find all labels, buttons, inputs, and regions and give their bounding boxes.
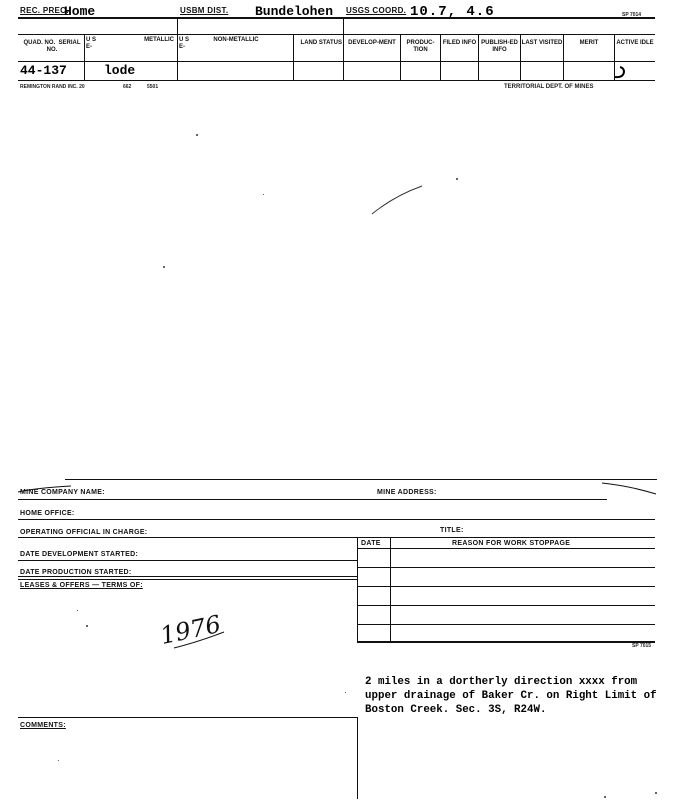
leases-offers-label: LEASES & OFFERS — TERMS OF: (20, 582, 143, 589)
speck (86, 625, 88, 627)
operating-official-label: OPERATING OFFICIAL IN CHARGE: (20, 529, 148, 536)
stoppage-row-rule (357, 605, 655, 606)
lower-top-rule (65, 479, 657, 480)
handwritten-year: 1976 (157, 609, 224, 651)
comments-rule (18, 717, 357, 718)
date-production-label: DATE PRODUCTION STARTED: (20, 569, 132, 576)
land-status-header: LAND STATUS (300, 40, 342, 46)
development-header: DEVELOP-MENT (348, 40, 396, 46)
stoppage-header-rule (357, 548, 655, 549)
use-letters-nonmetallic: U S E- (179, 37, 190, 50)
speck (58, 760, 59, 761)
column-header-rule (18, 34, 655, 35)
form-number: SP 7014 (622, 12, 642, 18)
title-label: TITLE: (440, 527, 464, 534)
record-bottom-rule (18, 80, 655, 81)
col-sep (84, 34, 85, 80)
serial-no-header: SERIAL NO. (46, 40, 81, 53)
location-note: 2 miles in a dortherly direction xxxx from upper drainage of Baker Cr. on Right Limit of Boston Creek. Sec. 3S, R24W. (365, 676, 657, 716)
comments-label: COMMENTS: (20, 722, 66, 729)
company-rule (18, 499, 607, 500)
form-number-2: SP 7015 (632, 643, 652, 649)
speck (77, 610, 78, 611)
date-prod-rule (18, 576, 357, 577)
speck (345, 692, 346, 693)
printer-imprint: REMINGTON RAND INC. 20 (20, 84, 85, 90)
last-visited-header: LAST VISITED (521, 40, 563, 46)
stoppage-row-rule (357, 586, 655, 587)
speck (163, 266, 165, 268)
rec-prec-value: Home (64, 4, 96, 19)
active-idle-check-mark (612, 64, 630, 80)
record-row-rule (18, 61, 655, 62)
header-rule (18, 17, 655, 19)
speck (456, 178, 458, 180)
quad-serial-header (20, 40, 84, 54)
published-info-header: PUBLISH-ED INFO (481, 40, 518, 53)
comments-right-border (357, 717, 358, 799)
merit-header: MERIT (579, 40, 599, 46)
stoppage-reason-header: REASON FOR WORK STOPPAGE (452, 540, 571, 547)
metallic-header: METALLIC (144, 37, 174, 43)
mine-company-label: MINE COMPANY NAME: (20, 489, 105, 496)
home-office-label: HOME OFFICE: (20, 510, 75, 517)
quad-no-header: QUAD. NO. (23, 40, 56, 46)
speck (263, 194, 264, 195)
department-imprint: TERRITORIAL DEPT. OF MINES (504, 84, 594, 90)
quad-serial-value: 44-137 (20, 63, 67, 78)
filed-info-header: FILED INFO (442, 40, 477, 46)
col-sep (343, 17, 344, 80)
usbm-dist-value: Bundelohen (255, 4, 334, 19)
usgs-coord-value: 10.7, 4.6 (410, 4, 495, 20)
home-office-rule (18, 519, 655, 520)
non-metallic-header: NON-METALLIC (213, 37, 259, 43)
stoppage-bottom-rule (357, 641, 655, 643)
usgs-coord-label: USGS COORD. (346, 6, 407, 15)
stoppage-date-header: DATE (361, 540, 381, 547)
stoppage-row-rule (357, 624, 655, 625)
official-rule (18, 537, 655, 538)
col-sep (177, 17, 178, 80)
date-prod-rule-2 (18, 579, 357, 580)
date-development-label: DATE DEVELOPMENT STARTED: (20, 551, 139, 558)
rec-prec-label: REC. PREC. (20, 6, 69, 15)
stoppage-left-border (357, 537, 358, 642)
corner-curve-stroke (600, 480, 658, 498)
speck (655, 792, 657, 794)
active-idle-header: ACTIVE IDLE (616, 40, 654, 46)
pencil-stroke (368, 178, 428, 218)
speck (196, 134, 198, 136)
stoppage-date-separator (390, 537, 391, 642)
date-dev-rule (18, 560, 357, 561)
metallic-value: lode (104, 63, 136, 78)
usbm-dist-label: USBM DIST. (180, 6, 229, 15)
handwritten-underline (172, 630, 228, 652)
stoppage-row-rule (357, 567, 655, 568)
production-header: PRODUC-TION (406, 40, 435, 53)
speck (604, 796, 606, 798)
use-letters-metallic: U S E- (86, 37, 97, 50)
print-code-1: 662 (123, 84, 132, 90)
mine-address-label: MINE ADDRESS: (377, 489, 437, 496)
print-code-2: 5501 (147, 84, 159, 90)
